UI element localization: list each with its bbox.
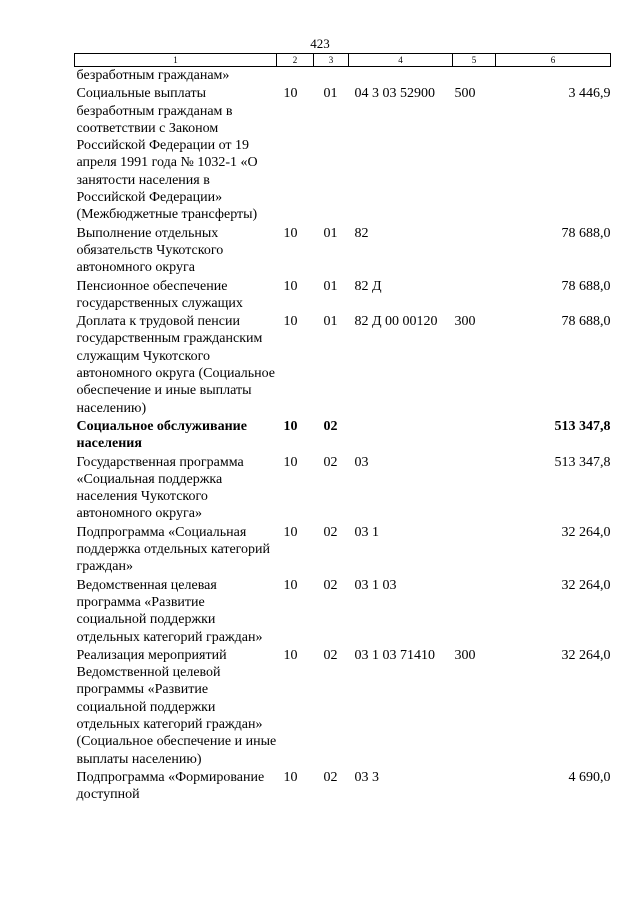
- row-type: 500: [454, 86, 476, 102]
- row-section: 10: [283, 278, 298, 294]
- row-code: 82: [354, 225, 369, 241]
- row-type: [453, 418, 496, 454]
- row-type: [453, 454, 496, 524]
- row-subsection: [314, 67, 349, 86]
- row-section: 10: [283, 769, 298, 785]
- row-section: [277, 67, 314, 86]
- row-section: 10: [283, 577, 298, 593]
- column-header-section: 2: [277, 54, 314, 67]
- row-amount: 4 690,0: [568, 769, 611, 785]
- row-subsection: 01: [323, 86, 338, 102]
- row-name: Подпрограмма «Социальная поддержка отдельных категорий граждан»: [76, 524, 271, 575]
- row-section: 10: [283, 86, 298, 102]
- row-section: 10: [283, 524, 298, 540]
- table-row: [75, 577, 611, 647]
- row-amount: 513 347,8: [554, 454, 611, 470]
- row-amount: 32 264,0: [561, 577, 611, 593]
- table-row: [75, 85, 611, 224]
- row-type: [453, 769, 496, 805]
- row-type: [453, 67, 496, 86]
- row-subsection: 01: [323, 314, 338, 330]
- row-name: Ведомственная целевая программа «Развитие социальной поддержки отдельных категорий граждан»: [76, 577, 263, 645]
- budget-table: [74, 53, 611, 804]
- table-row: [75, 278, 611, 314]
- row-code: 04 3 03 52900: [354, 86, 435, 102]
- row-name: Выполнение отдельных обязательств Чукотского автономного округа: [76, 225, 224, 276]
- row-code: 82 Д 00 00120: [354, 314, 438, 330]
- table-row: [75, 524, 611, 577]
- row-section: 10: [283, 314, 298, 330]
- row-subsection: 01: [323, 278, 338, 294]
- table-row: [75, 769, 611, 805]
- row-amount: 78 688,0: [561, 278, 611, 294]
- row-type: [453, 225, 496, 278]
- row-section: 10: [283, 225, 298, 241]
- table-row: [75, 647, 611, 769]
- row-amount: 78 688,0: [561, 225, 611, 241]
- row-section: 10: [283, 454, 298, 470]
- row-amount: 513 347,8: [554, 418, 611, 434]
- row-type: [453, 577, 496, 647]
- page-number: 423: [310, 36, 330, 51]
- row-code: 82 Д: [354, 278, 382, 294]
- row-code: [349, 418, 453, 454]
- column-header-amount: 6: [496, 54, 611, 67]
- row-type: [453, 278, 496, 314]
- column-header-name: 1: [75, 54, 277, 67]
- row-name: Социальные выплаты безработным гражданам в соответствии с Законом Российской Федерации от 19 апреля 1991 года № 1032-1 «О занятости населения в Российской Федерации» (Межбюджетные трансферты): [76, 86, 258, 223]
- row-subsection: 02: [323, 524, 338, 540]
- row-name: Социальное обслуживание населения: [76, 418, 247, 452]
- column-header-type: 5: [453, 54, 496, 67]
- table-row: [75, 418, 611, 454]
- table-row: [75, 313, 611, 418]
- row-type: [453, 524, 496, 577]
- table-row: [75, 225, 611, 278]
- row-subsection: 02: [323, 418, 338, 434]
- row-amount: [496, 67, 611, 86]
- row-section: 10: [283, 647, 298, 663]
- row-section: 10: [283, 418, 298, 434]
- row-subsection: 02: [323, 769, 338, 785]
- row-type: 300: [454, 314, 476, 330]
- row-amount: 3 446,9: [568, 86, 611, 102]
- row-code: 03 1: [354, 524, 379, 540]
- row-code: 03 3: [354, 769, 379, 785]
- row-subsection: 02: [323, 577, 338, 593]
- header-row: [75, 54, 611, 67]
- row-code: [349, 67, 453, 86]
- table-row: [75, 67, 611, 86]
- row-name: Реализация мероприятий Ведомственной целевой программы «Развитие социальной поддержки отдельных категорий граждан» (Социальное обеспечение и иные выплаты населению): [76, 647, 277, 767]
- row-code: 03 1 03: [354, 577, 397, 593]
- column-header-code: 4: [349, 54, 453, 67]
- row-code: 03 1 03 71410: [354, 647, 435, 663]
- row-subsection: 02: [323, 454, 338, 470]
- row-amount: 32 264,0: [561, 524, 611, 540]
- row-name: Государственная программа «Социальная поддержка населения Чукотского автономного округа»: [76, 454, 244, 522]
- row-name: Доплата к трудовой пенсии государственным гражданским служащим Чукотского автономного округа (Социальное обеспечение и иные выплаты населению): [76, 314, 276, 416]
- table-row: [75, 454, 611, 524]
- row-name: безработным гражданам»: [76, 68, 230, 83]
- row-subsection: 01: [323, 225, 338, 241]
- row-amount: 78 688,0: [561, 314, 611, 330]
- row-code: 03: [354, 454, 369, 470]
- row-name: Подпрограмма «Формирование доступной: [76, 769, 265, 803]
- column-header-subsection: 3: [314, 54, 349, 67]
- row-amount: 32 264,0: [561, 647, 611, 663]
- row-subsection: 02: [323, 647, 338, 663]
- row-type: 300: [454, 647, 476, 663]
- row-name: Пенсионное обеспечение государственных служащих: [76, 278, 243, 311]
